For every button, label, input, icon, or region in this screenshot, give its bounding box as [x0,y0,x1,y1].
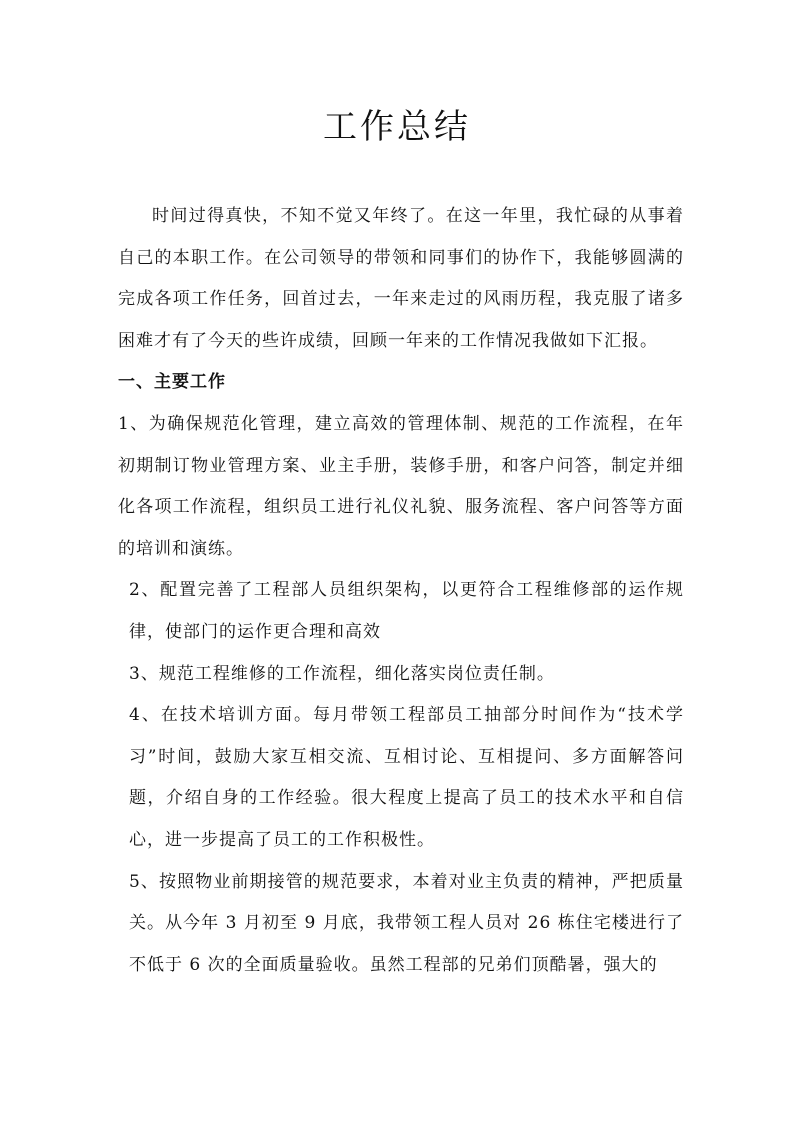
intro-paragraph: 时间过得真快，不知不觉又年终了。在这一年里，我忙碌的从事着自己的本职工作。在公司领导的带领和同事们的协作下，我能够圆满的完成各项工作任务，回首过去，一年来走过的风雨历程，我克服了诸多困难才有了今天的些许成绩，回顾一年来的工作情况我做如下汇报。 [118,206,684,351]
work-item-1: 1、为确保规范化管理，建立高效的管理体制、规范的工作流程，在年初期制订物业管理方案、业主手册，装修手册，和客户问答，制定并细化各项工作流程，组织员工进行礼仪礼貌、服务流程、客户问答等方面的培训和演练。 [118,413,684,559]
document-title: 工作总结 [323,107,471,147]
work-item-3: 3、规范工程维修的工作流程，细化落实岗位责任制。 [129,663,555,684]
work-item-4: 4、在技术培训方面。每月带领工程部员工抽部分时间作为“技术学习”时间，鼓励大家互相交流、互相讨论、互相提问、多方面解答问题，介绍自身的工作经验。很大程度上提高了员工的技术水平和自信心，进一步提高了员工的工作积极性。 [129,705,684,850]
work-item-5: 5、按照物业前期接管的规范要求，本着对业主负责的精神，严把质量关。从今年 3 月初至 9 月底，我带领工程人员对 26 栋住宅楼进行了不低于 6 次的全面质量验收。虽然工程部的兄弟们顶酷暑，强大的 [129,871,684,975]
section-heading-main-work: 一、主要工作 [118,372,226,393]
document-body [118,196,684,986]
work-item-2: 2、配置完善了工程部人员组织架构，以更符合工程维修部的运作规律，使部门的运作更合理和高效 [129,580,684,642]
